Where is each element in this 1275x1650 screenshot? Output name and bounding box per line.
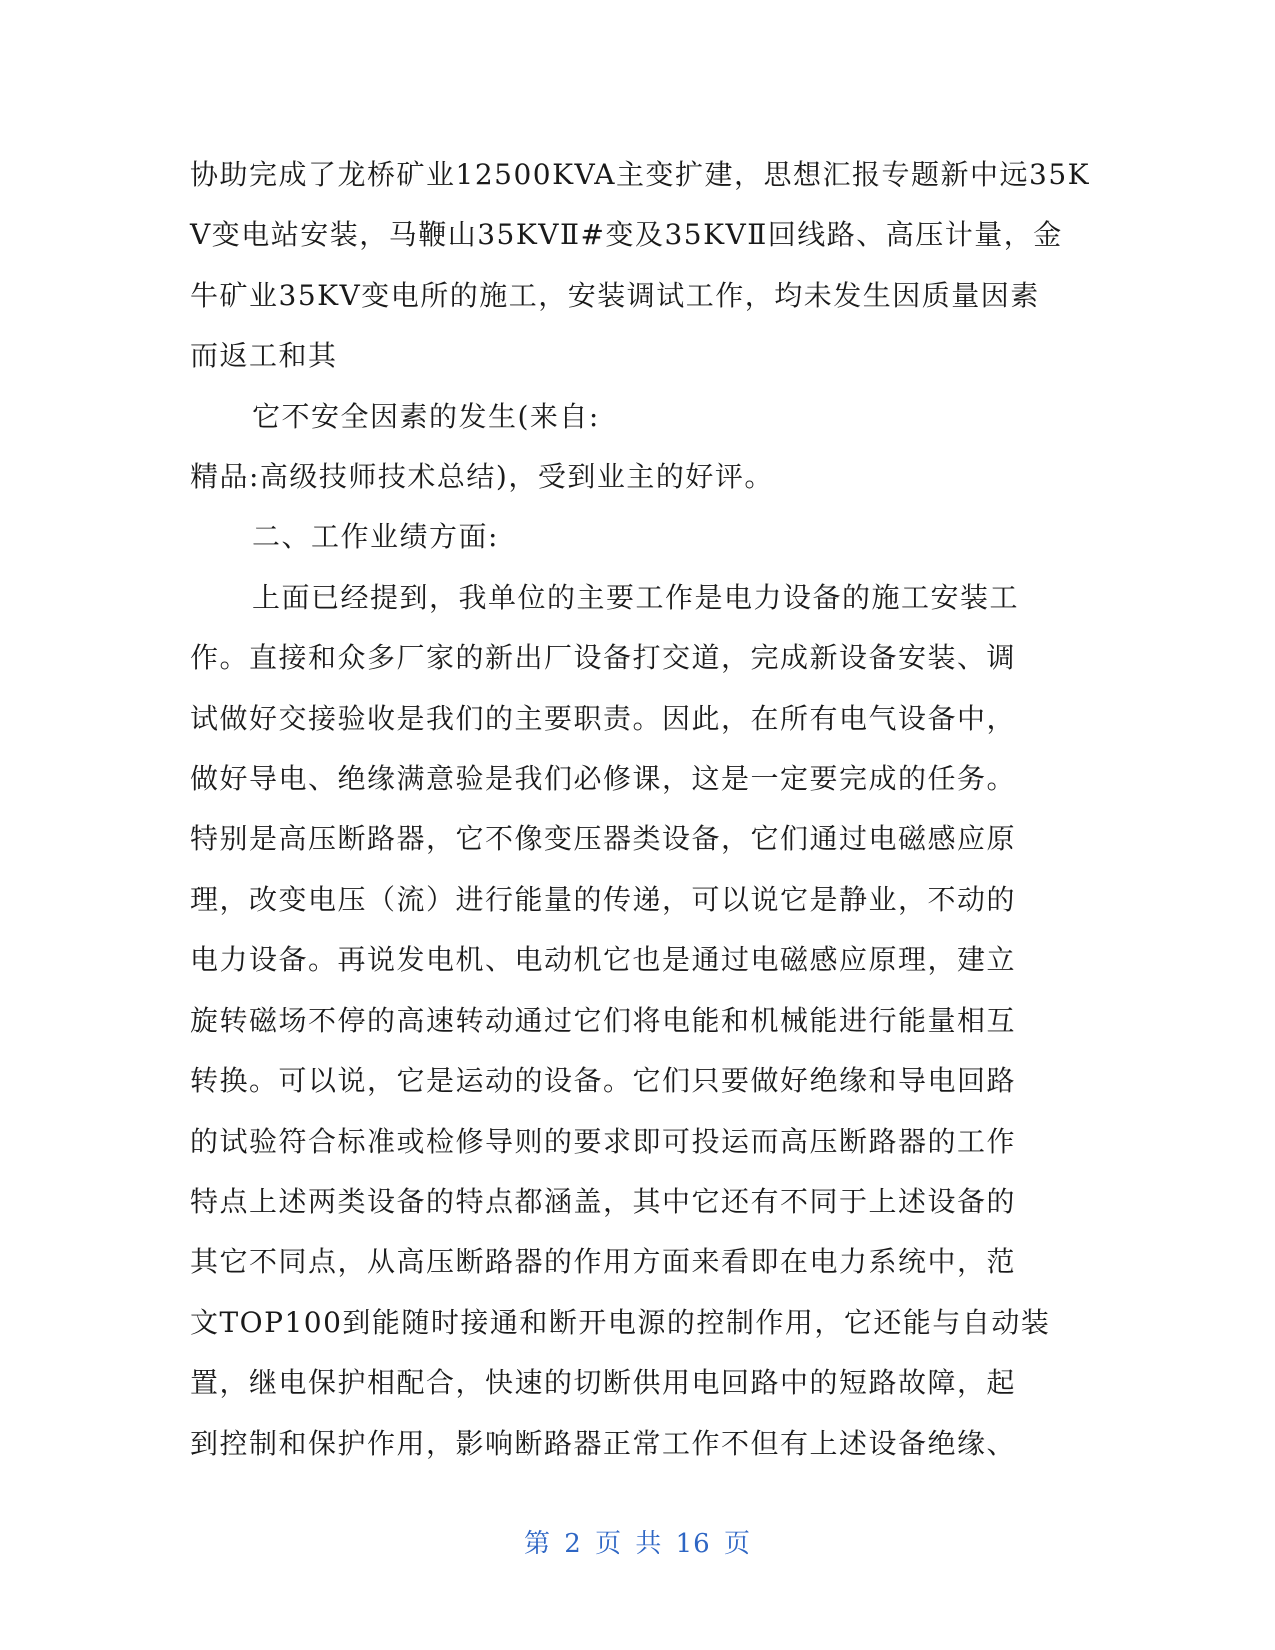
text-line: 其它不同点，从高压断路器的作用方面来看即在电力系统中，范 (190, 1245, 1017, 1279)
text-line: 协助完成了龙桥矿业12500KVA主变扩建，思想汇报专题新中远35K (190, 158, 1091, 191)
text-line: 做好导电、绝缘满意验是我们必修课，这是一定要完成的任务。 (190, 762, 1017, 796)
text-line: 牛矿业35KV变电所的施工，安装调试工作，均未发生因质量因素 (190, 278, 1040, 312)
text-line: 旋转磁场不停的高速转动通过它们将电能和机械能进行能量相互 (190, 1003, 1017, 1037)
text-line: 它不安全因素的发生(来自: (252, 399, 600, 433)
text-line: 到控制和保护作用，影响断路器正常工作不但有上述设备绝缘、 (190, 1426, 1017, 1460)
text-line: 特点上述两类设备的特点都涵盖，其中它还有不同于上述设备的 (190, 1184, 1017, 1218)
text-line: 的试验符合标准或检修导则的要求即可投运而高压断路器的工作 (190, 1124, 1017, 1158)
text-line: 上面已经提到，我单位的主要工作是电力设备的施工安装工 (252, 580, 1020, 614)
text-line: 精品:高级技师技术总结)，受到业主的好评。 (190, 460, 774, 494)
text-line: V变电站安装，马鞭山35KVⅡ#变及35KVⅡ回线路、高压计量，金 (190, 218, 1063, 252)
section-heading: 二、工作业绩方面: (252, 520, 499, 554)
text-line: 电力设备。再说发电机、电动机它也是通过电磁感应原理，建立 (190, 943, 1017, 977)
page-number-footer: 第 2 页 共 16 页 (524, 1529, 751, 1559)
text-line: 而返工和其 (190, 339, 338, 373)
text-line: 试做好交接验收是我们的主要职责。因此，在所有电气设备中， (190, 701, 1017, 735)
document-body (190, 145, 1091, 1474)
text-line: 理，改变电压（流）进行能量的传递，可以说它是静业，不动的 (190, 882, 1017, 916)
text-line: 特别是高压断路器，它不像变压器类设备，它们通过电磁感应原 (190, 822, 1017, 856)
text-line: 置，继电保护相配合，快速的切断供用电回路中的短路故障，起 (190, 1366, 1017, 1400)
text-line: 作。直接和众多厂家的新出厂设备打交道，完成新设备安装、调 (190, 641, 1017, 675)
text-line: 转换。可以说，它是运动的设备。它们只要做好绝缘和导电回路 (190, 1064, 1017, 1098)
text-line: 文TOP100到能随时接通和断开电源的控制作用，它还能与自动装 (190, 1305, 1051, 1339)
